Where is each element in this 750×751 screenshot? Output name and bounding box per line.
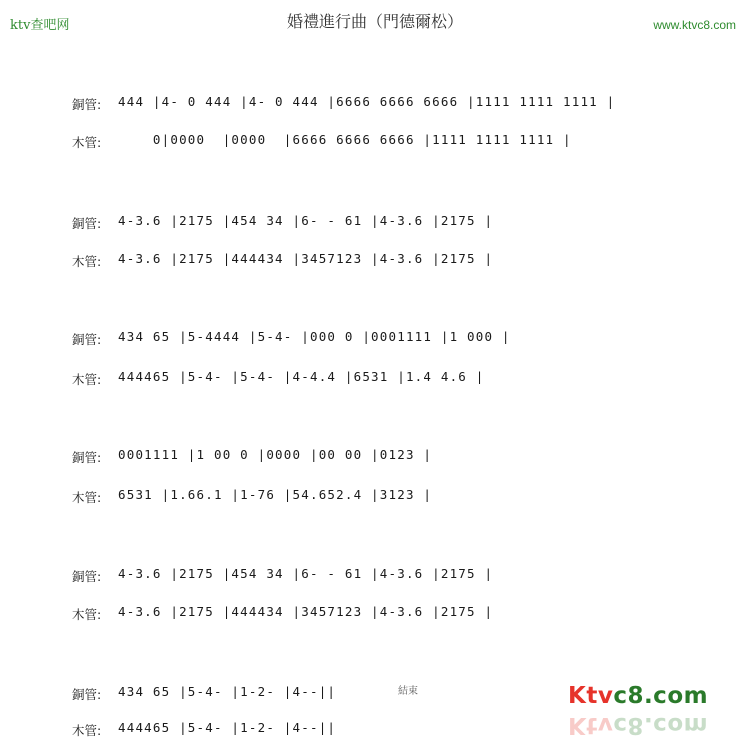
score-row-brass xyxy=(0,327,750,351)
header-left-site-name: ktv查吧网 xyxy=(10,18,70,33)
logo-reflection-red: Ktv xyxy=(568,712,614,738)
notation-line: 444465 |5-4- |5-4- |4-4.4 |6531 |1.4 4.6 | xyxy=(118,369,485,384)
instrument-label: 銅管: xyxy=(72,569,102,584)
instrument-label: 木管: xyxy=(72,372,102,387)
score-row-wood xyxy=(0,249,750,273)
score-row-wood xyxy=(0,602,750,626)
logo-part-red: Ktv xyxy=(568,683,614,709)
notation-line: 0|0000 |0000 |6666 6666 6666 |1111 1111 1111 | xyxy=(118,132,572,147)
instrument-label: 木管: xyxy=(72,723,102,738)
instrument-label: 木管: xyxy=(72,135,102,150)
end-mark: 結束 xyxy=(398,686,418,697)
ktvc8-logo xyxy=(568,683,708,709)
page-title: 婚禮進行曲（門德爾松） xyxy=(286,12,463,31)
score-row-brass xyxy=(0,211,750,235)
logo-reflection-green: c8.com xyxy=(613,712,709,738)
notation-line: 4-3.6 |2175 |454 34 |6- - 61 |4-3.6 |2175 | xyxy=(118,566,494,581)
notation-line: 444 |4- 0 444 |4- 0 444 |6666 6666 6666 |1111 1111 1111 | xyxy=(118,94,616,109)
instrument-label: 銅管: xyxy=(72,97,102,112)
instrument-label: 銅管: xyxy=(72,216,102,231)
logo-part-green: c8.com xyxy=(613,683,709,709)
score-row-wood xyxy=(0,130,750,154)
score-row-wood xyxy=(0,367,750,391)
notation-line: 434 65 |5-4444 |5-4- |000 0 |0001111 |1 000 | xyxy=(118,329,511,344)
notation-line: 434 65 |5-4- |1-2- |4--|| xyxy=(118,684,337,699)
instrument-label: 木管: xyxy=(72,490,102,505)
instrument-label: 銅管: xyxy=(72,687,102,702)
notation-line: 0001111 |1 00 0 |0000 |00 00 |0123 | xyxy=(118,447,433,462)
instrument-label: 木管: xyxy=(72,254,102,269)
notation-line: 444465 |5-4- |1-2- |4--|| xyxy=(118,720,337,735)
score-row-brass xyxy=(0,92,750,116)
instrument-label: 銅管: xyxy=(72,450,102,465)
score-row-wood xyxy=(0,485,750,509)
score-row-brass xyxy=(0,564,750,588)
notation-line: 6531 |1.66.1 |1-76 |54.652.4 |3123 | xyxy=(118,487,433,502)
notation-line: 4-3.6 |2175 |444434 |3457123 |4-3.6 |2175 | xyxy=(118,251,494,266)
notation-line: 4-3.6 |2175 |444434 |3457123 |4-3.6 |2175 | xyxy=(118,604,494,619)
score-row-brass xyxy=(0,445,750,469)
instrument-label: 銅管: xyxy=(72,332,102,347)
instrument-label: 木管: xyxy=(72,607,102,622)
header-url: www.ktvc8.com xyxy=(653,18,736,32)
logo-reflection xyxy=(568,712,708,738)
notation-line: 4-3.6 |2175 |454 34 |6- - 61 |4-3.6 |2175 | xyxy=(118,213,494,228)
